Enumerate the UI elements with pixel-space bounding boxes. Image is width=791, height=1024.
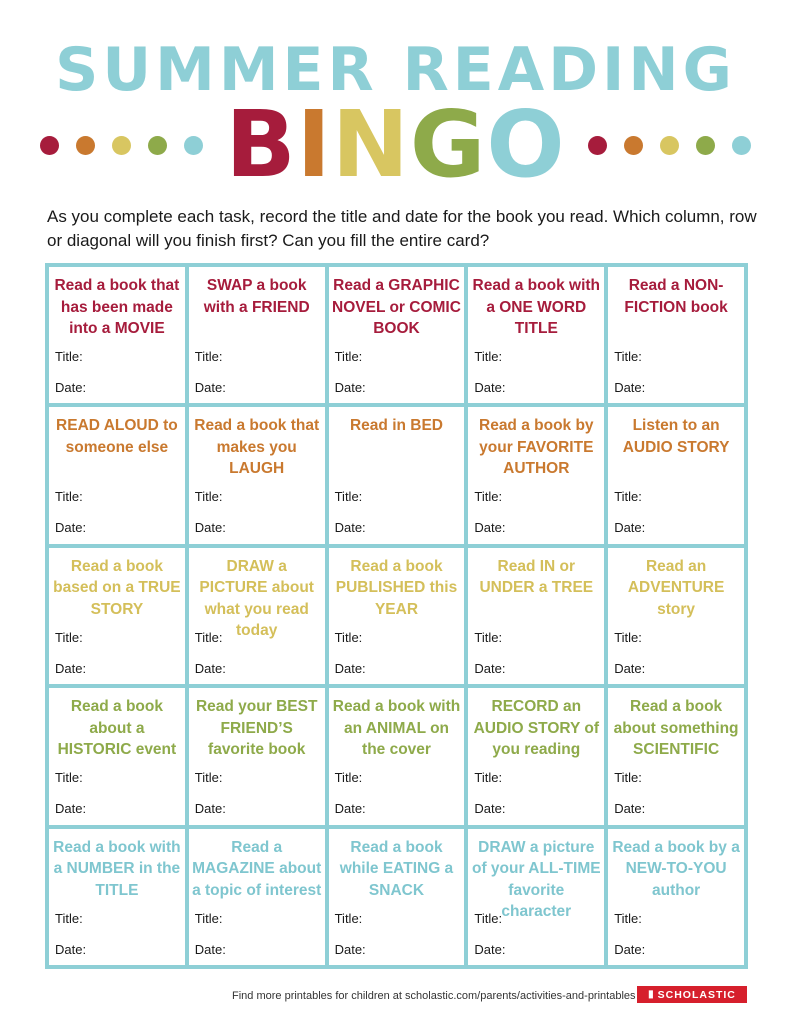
date-field-label: Date: [55,941,87,957]
bingo-task: Read a book by a NEW-TO-YOU author [612,838,740,899]
title-field-label: Title: [474,489,503,505]
title-field-label: Title: [474,910,503,926]
bingo-task: Read a NON-FICTION book [624,277,728,316]
bingo-cell[interactable] [608,829,744,965]
date-field-label: Date: [474,380,506,395]
decorative-dot [112,136,131,155]
date-field-label: Date: [474,660,506,676]
title-field-label: Title: [334,770,363,786]
bingo-letter: G [409,91,487,198]
bingo-cell[interactable] [49,267,185,403]
bingo-cell[interactable] [189,688,325,824]
decorative-dot [184,136,203,155]
bingo-cell[interactable] [468,407,604,543]
date-field-label: Date: [474,941,506,957]
decorative-dot [732,136,751,155]
title-field-label: Title: [614,489,642,505]
date-field-label: Date: [55,660,87,676]
bingo-task: Read an ADVENTURE story [627,557,725,618]
bingo-cell[interactable] [189,829,325,965]
bingo-task: RECORD an AUDIO STORY of you reading [473,698,600,759]
title-field-label: Title: [614,349,642,364]
decorative-dot [588,136,607,155]
date-field-label: Date: [614,520,646,536]
date-field-label: Date: [334,520,366,536]
decorative-dot [660,136,679,155]
bingo-task: READ ALOUD to someone else [56,417,178,456]
bingo-task: Read a book PUBLISHED this YEAR [335,557,458,618]
bingo-task: Read a GRAPHIC NOVEL or COMIC BOOK [332,277,461,337]
bingo-cell[interactable] [329,407,465,543]
bingo-letter: N [331,91,410,198]
page-title: SUMMER READING [55,35,736,105]
title-field-label: Title: [55,770,83,786]
title-field-label: Title: [194,349,223,364]
bingo-cell[interactable] [608,407,744,543]
title-field-label: Title: [334,489,363,505]
bingo-task: Read a book that has been made into a MOVIE [54,277,180,337]
title-field-label: Title: [55,629,83,645]
scholastic-logo[interactable] [637,986,747,1003]
title-field-label: Title: [55,489,83,505]
bingo-cell[interactable] [329,829,465,965]
title-field-label: Title: [194,629,223,645]
book-icon: ▮ [648,989,655,1000]
bingo-task: Read a book with a ONE WORD TITLE [472,277,601,337]
bingo-task: SWAP a book with a FRIEND [203,277,310,316]
date-field-label: Date: [194,801,226,817]
bingo-letter: B [225,91,297,198]
date-field-label: Date: [194,941,226,957]
bingo-cell[interactable] [49,407,185,543]
decorative-dot [148,136,167,155]
bingo-cell[interactable] [468,688,604,824]
date-field-label: Date: [194,380,226,395]
bingo-task: Read a book while EATING a SNACK [339,838,454,899]
title-field-label: Title: [334,910,363,926]
decorative-dot [624,136,643,155]
date-field-label: Date: [194,520,226,536]
bingo-cell[interactable] [329,267,465,403]
title-field-label: Title: [334,349,363,364]
decorative-dot [696,136,715,155]
title-field-label: Title: [474,770,503,786]
date-field-label: Date: [614,660,646,676]
bingo-task: Read a book by your FAVORITE AUTHOR [479,417,594,478]
date-field-label: Date: [55,380,87,395]
title-field-label: Title: [474,349,503,364]
bingo-cell[interactable] [189,407,325,543]
title-field-label: Title: [334,629,363,645]
date-field-label: Date: [474,520,506,536]
bingo-task: Listen to an AUDIO STORY [622,417,730,456]
bingo-cell[interactable] [189,267,325,403]
bingo-cell[interactable] [608,267,744,403]
decorative-dots-left [40,136,203,155]
date-field-label: Date: [614,801,646,817]
bingo-task: DRAW a picture of your ALL-TIME favorite character [472,838,601,921]
bingo-task: Read a MAGAZINE about a topic of interest [192,838,322,899]
date-field-label: Date: [614,380,646,395]
date-field-label: Date: [334,660,366,676]
bingo-task: Read a book that makes you LAUGH [194,417,320,478]
bingo-task: Read your BEST FRIEND’S favorite book [195,698,318,759]
title-field-label: Title: [614,629,642,645]
title-field-label: Title: [55,349,83,364]
bingo-cell[interactable] [49,829,185,965]
bingo-task: DRAW a PICTURE about what you read today [199,557,314,640]
decorative-dot [76,136,95,155]
decorative-dots-right [588,136,751,155]
bingo-cell[interactable] [329,688,465,824]
bingo-task: Read a book about a HISTORIC event [57,698,177,759]
bingo-cell[interactable] [49,688,185,824]
bingo-task: Read a book with a NUMBER in the TITLE [53,838,181,899]
title-field-label: Title: [614,770,642,786]
bingo-task: Read a book based on a TRUE STORY [53,557,181,618]
date-field-label: Date: [334,801,366,817]
bingo-task: Read a book about something SCIENTIFIC [613,698,739,759]
bingo-cell[interactable] [608,548,744,684]
bingo-cell[interactable] [468,267,604,403]
bingo-cell[interactable] [329,548,465,684]
bingo-cell[interactable] [49,548,185,684]
title-field-label: Title: [194,489,223,505]
logo-text: SCHOLASTIC [657,988,736,1001]
date-field-label: Date: [334,380,366,395]
instructions-text: As you complete each task, record the title and date for the book you read. Which column, row or diagonal will you finish first? Can you fill the entire card? [47,207,757,250]
bingo-cell[interactable] [608,688,744,824]
date-field-label: Date: [474,801,506,817]
title-field-label: Title: [194,910,223,926]
bingo-cell[interactable] [468,548,604,684]
bingo-card [45,263,748,969]
date-field-label: Date: [55,801,87,817]
bingo-cell[interactable] [468,829,604,965]
title-field-label: Title: [614,910,642,926]
title-field-label: Title: [194,770,223,786]
decorative-dot [40,136,59,155]
title-field-label: Title: [55,910,83,926]
footer-text: Find more printables for children at scholastic.com/parents/activities-and-printables [232,990,636,1002]
bingo-letter: O [486,91,566,198]
date-field-label: Date: [614,941,646,957]
bingo-letter: I [296,91,332,198]
date-field-label: Date: [334,941,366,957]
title-field-label: Title: [474,629,503,645]
bingo-cell[interactable] [189,548,325,684]
bingo-task: Read in BED [349,417,443,435]
bingo-word [225,91,566,198]
bingo-task: Read IN or UNDER a TREE [479,557,594,597]
bingo-task: Read a book with an ANIMAL on the cover [332,698,461,759]
date-field-label: Date: [55,520,87,536]
date-field-label: Date: [194,660,226,676]
bingo-heading [0,91,791,198]
